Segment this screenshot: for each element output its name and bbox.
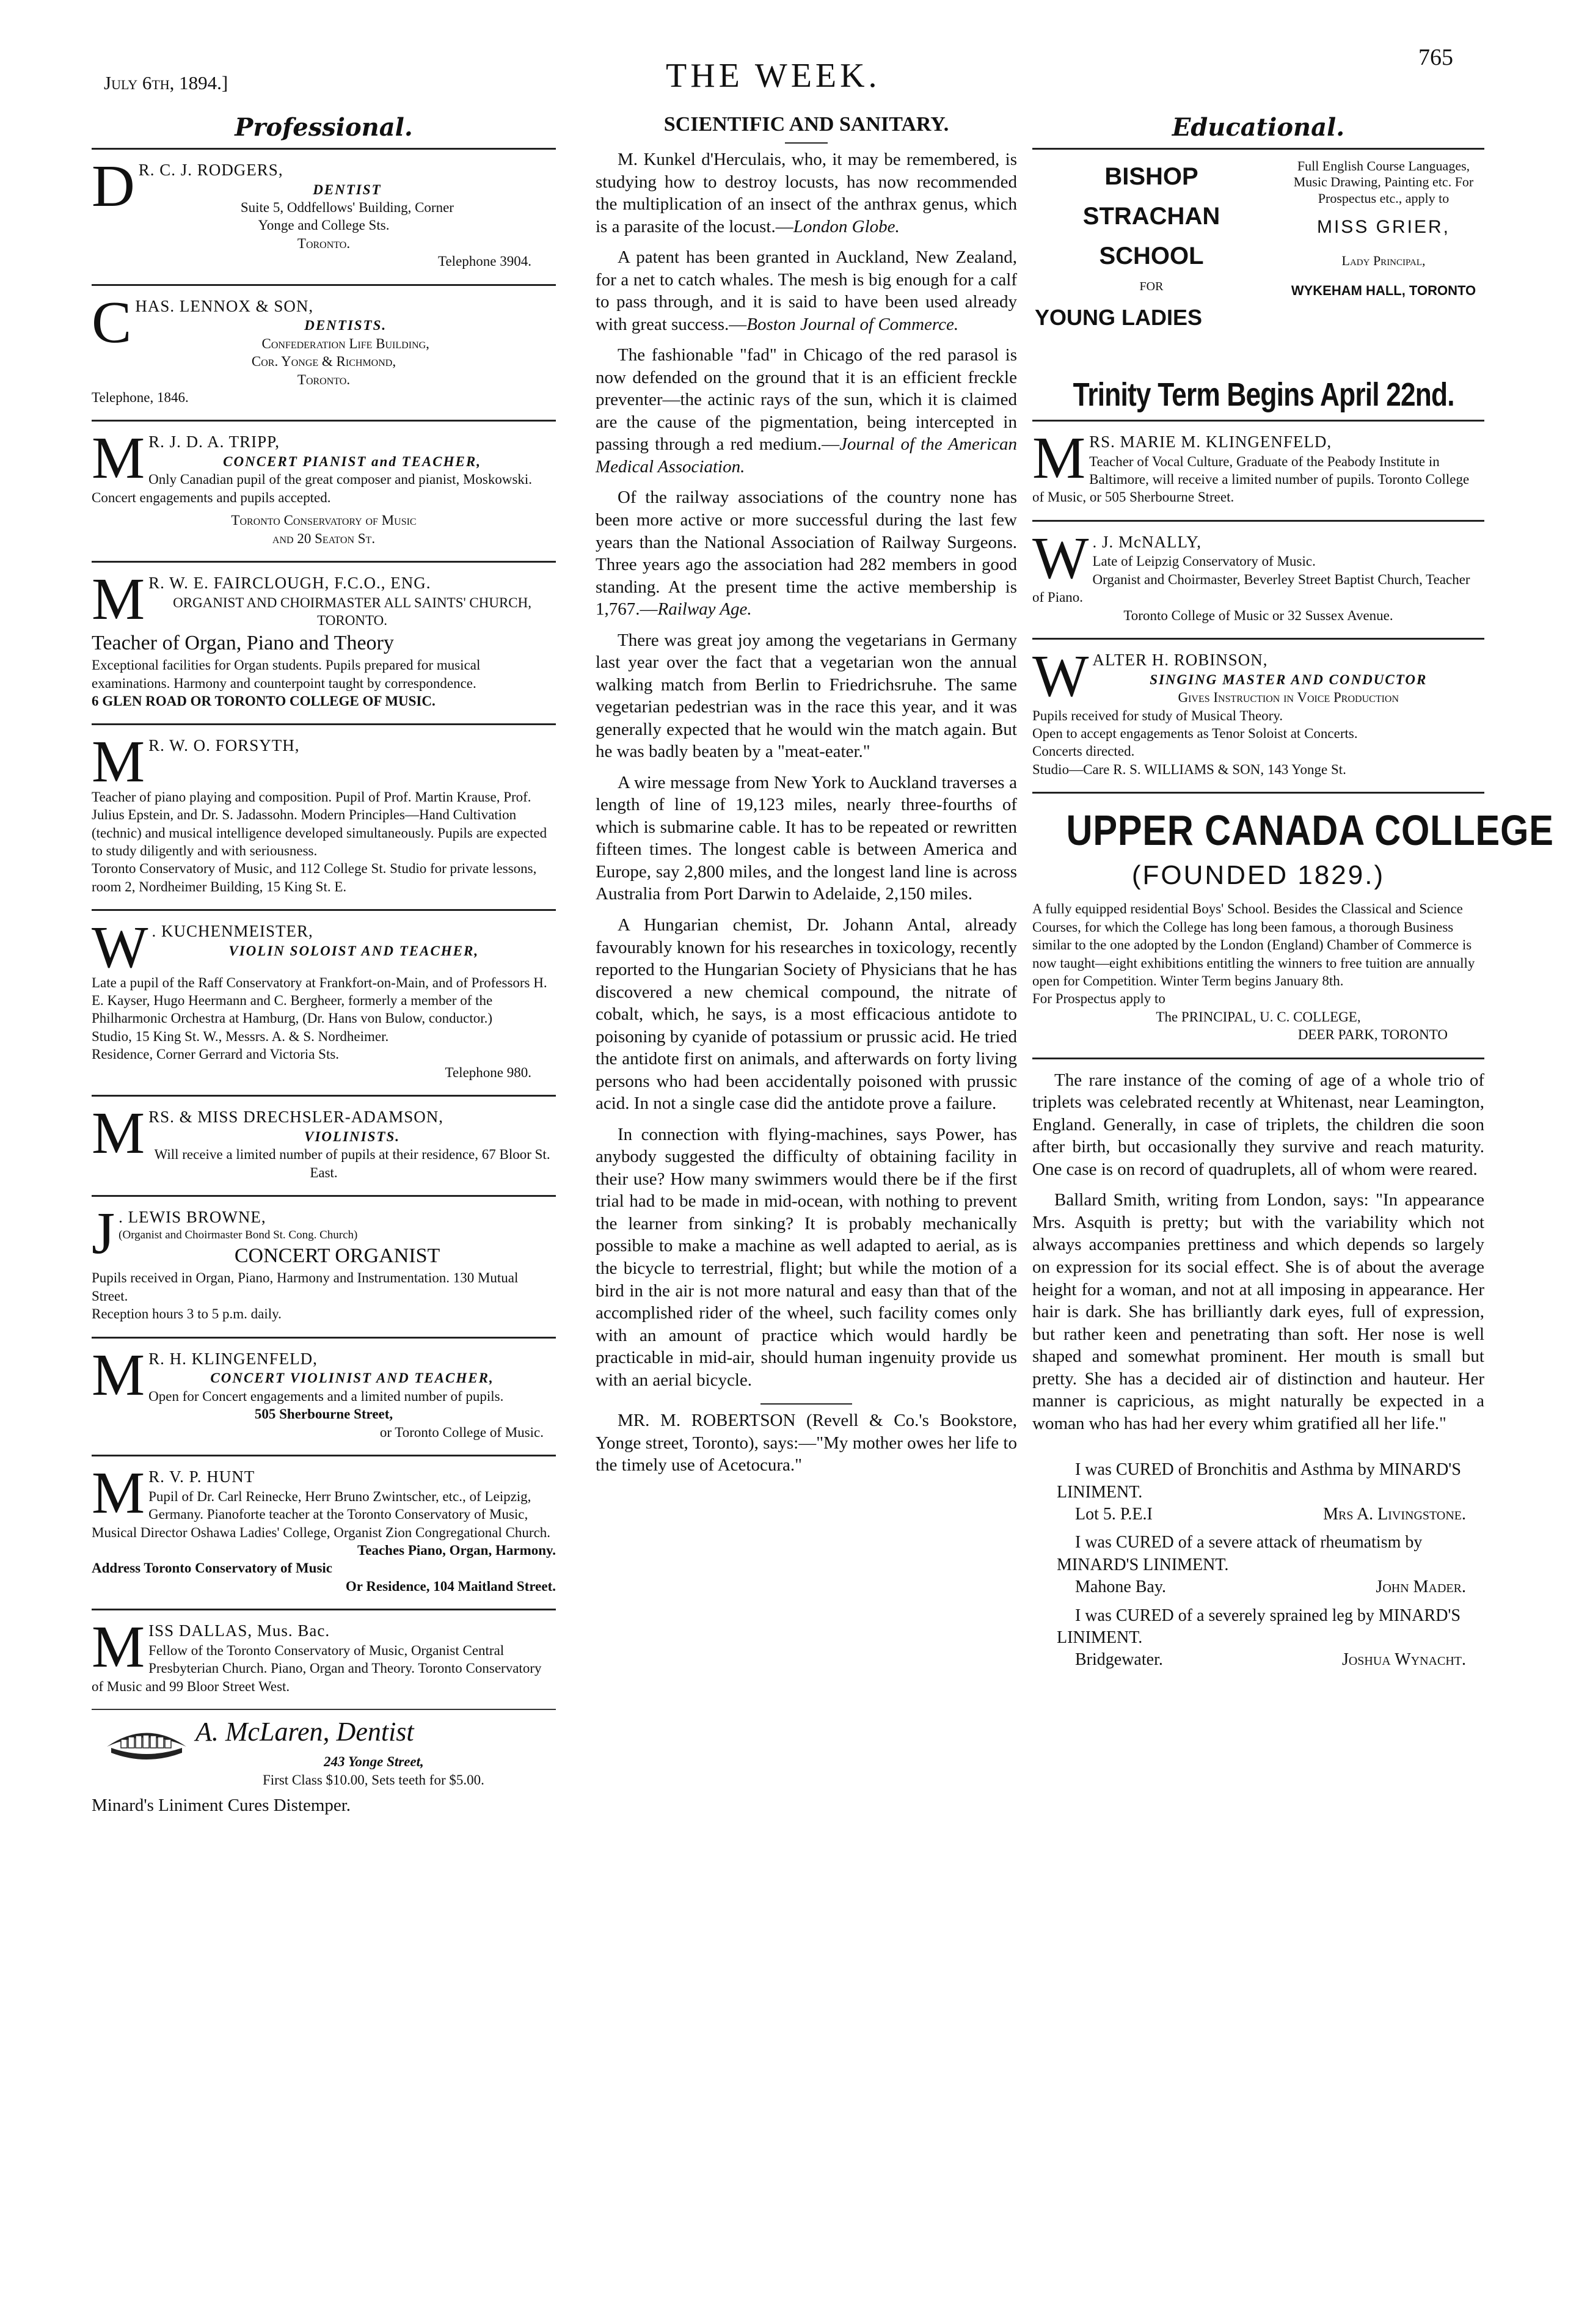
card-line: or Toronto College of Music. — [379, 1424, 544, 1440]
divider — [1032, 638, 1484, 640]
card-line: Toronto Conservatory of Music, and 112 College St. Studio for private lessons, room 2, Nordheimer Building, 15 King St. E. — [92, 861, 537, 894]
card-drechsler — [92, 1100, 556, 1189]
testimonial-signature — [1057, 1576, 1484, 1598]
card-line: Cor. Yonge & Richmond, — [251, 354, 396, 370]
article-source: Boston Journal of Commerce. — [746, 314, 959, 334]
minards-testimonial — [1057, 1532, 1484, 1598]
card-lennox — [92, 289, 556, 414]
article-text: In connection with flying-machines, says Power, has anybody suggested the difficulty of obtaining facility in their use? How many swimmers would there be if the first trial had to be made in mid-ocean, with nothing to prevent the learner from sinking? It is probably mechanically possible to make a machine as well adapted to aerial, as is the bicycle to terrestrial, flight; but while the motion of a bird in the air is not more natural and easy than that of the accomplished rider of the wheel, such facility comes only with an amount of practice which would hardly be practicable in mid-air, should human ingenuity provide us with an aerial bicycle. — [596, 1124, 1017, 1390]
testimonial-place: Bridgewater. — [1075, 1650, 1163, 1670]
article-source: London Globe. — [793, 216, 900, 236]
drop-initial: M — [92, 1460, 145, 1527]
divider — [1032, 792, 1484, 794]
card-line: Only Canadian pupil of the great composer and pianist, Moskowski. Concert engagements and pupils accepted. — [92, 472, 533, 505]
card-forsyth — [92, 731, 556, 903]
card-fairclough — [92, 566, 556, 717]
testimonial-text: I was CURED of Bronchitis and Asthma by MINARD'S LINIMENT. — [1057, 1460, 1461, 1502]
card-name: R. C. J. RODGERS, — [138, 161, 283, 179]
card-line: Pupils received for study of Musical Theory. — [1032, 707, 1283, 723]
mclaren-price: First Class $10.00, Sets teeth for $5.00. — [263, 1772, 484, 1788]
drop-initial: J — [92, 1200, 115, 1267]
card-line: Confederation Life Building, — [261, 335, 429, 351]
card-line: (Organist and Choirmaster Bond St. Cong. Church) — [119, 1228, 358, 1241]
drop-initial: M — [92, 425, 145, 492]
card-line: Teaches Piano, Organ, Harmony. — [357, 1542, 556, 1558]
card-line: Gives Instruction in Voice Production — [1178, 690, 1399, 706]
ucc-body: A fully equipped residential Boys' School. Besides the Classical and Science Courses, for which the College has long been famous, a thorough Business similar to the one adopted by the London (England) Chamber of Commerce is now taught—eight exhibitions entitling the winners to free tuition are annually open for Competition. Winter Term begins January 8th. — [1032, 901, 1475, 988]
drop-initial: D — [92, 153, 135, 219]
card-role: CONCERT VIOLINIST AND TEACHER, — [210, 1370, 494, 1386]
card-kuchenmeister — [92, 917, 556, 1089]
card-line: Teacher of Vocal Culture, Graduate of the Peabody Institute in Baltimore, will receive a limited number of pupils. Toronto College of Music, or 505 Sherbourne Street. — [1032, 453, 1470, 505]
drop-initial: M — [92, 1342, 145, 1408]
card-line: Pupil of Dr. Carl Reinecke, Herr Bruno Zwintscher, etc., of Leipzig, Germany. Pianoforte teacher at the Toronto Conservatory of Music, Musical Director Oshawa Ladies' College, Organist Zion Congregational Church. — [92, 1488, 551, 1540]
educational-heading: Educational. — [1172, 113, 1345, 142]
bishop-strachan-ad — [1032, 156, 1484, 376]
card-name: RS. & MISS DRECHSLER-ADAMSON, — [148, 1108, 443, 1127]
divider — [92, 1709, 556, 1710]
card-name: R. W. E. FAIRCLOUGH, F.C.O., ENG. — [148, 574, 431, 593]
school-contact: MISS GRIER, — [1316, 217, 1451, 238]
professional-heading: Professional. — [235, 113, 413, 142]
card-line: Residence, Corner Gerrard and Victoria Sts. — [92, 1047, 340, 1062]
school-detail: Lady Principal, — [1341, 253, 1426, 269]
school-line: YOUNG LADIES — [1035, 305, 1203, 330]
school-line: BISHOP — [1104, 163, 1198, 190]
card-robinson — [1032, 643, 1484, 786]
scientific-column — [596, 113, 1017, 1485]
trinity-term: Trinity Term Begins April 22nd. — [1073, 376, 1454, 413]
article-paragraph — [596, 1124, 1017, 1391]
card-role: DENTISTS. — [304, 318, 387, 334]
card-line: and 20 Seaton St. — [272, 530, 376, 546]
article-paragraph — [596, 629, 1017, 763]
card-name: R. W. O. FORSYTH, — [148, 736, 300, 755]
testimonial-signature — [1057, 1649, 1484, 1671]
card-name: HAS. LENNOX & SON, — [135, 296, 314, 315]
article-text: A wire message from New York to Auckland traverses a length of line of 19,123 miles, nearly three-fourths of which is submarine cable. It has to be repeated or rewritten fifteen times. The longest cable is between America and Europe, say 2,800 miles, and the longest land line is across Australia from Port Darwin to Adelaide, 2,150 miles. — [596, 772, 1017, 904]
divider — [92, 1195, 556, 1197]
card-name: ALTER H. ROBINSON, — [1092, 651, 1268, 670]
ucc-place: DEER PARK, TORONTO — [1297, 1027, 1448, 1043]
drop-initial: M — [92, 1614, 145, 1681]
divider — [92, 1337, 556, 1339]
dentures-icon — [104, 1722, 189, 1765]
mclaren-ad — [92, 1716, 556, 1796]
card-hunt — [92, 1460, 556, 1602]
article-text: A patent has been granted in Auckland, New Zealand, for a net to catch whales. The mesh is big enough for a calf to pass through, and it is said to have been used already with great success.— — [596, 247, 1017, 334]
card-name: . KUCHENMEISTER, — [151, 922, 313, 941]
card-line: Exceptional facilities for Organ students. Pupils prepared for musical examinations. Harmony and counterpoint taught by correspondence. — [92, 657, 481, 691]
ucc-title: UPPER CANADA COLLEGE — [1066, 806, 1554, 855]
card-klingenfeld — [92, 1342, 556, 1449]
article-source: Railway Age. — [657, 599, 752, 619]
card-phone: Telephone 3904. — [438, 254, 531, 269]
divider — [92, 1609, 556, 1610]
card-line: Fellow of the Toronto Conservatory of Music, Organist Central Presbyterian Church. Piano, Organ and Theory. Toronto Conservatory of Music and 99 Bloor Street West. — [92, 1642, 542, 1694]
card-line: Pupils received in Organ, Piano, Harmony and Instrumentation. 130 Mutual Street. — [92, 1270, 519, 1304]
testimonial-place: Lot 5. P.E.I — [1075, 1505, 1153, 1524]
card-line: Late a pupil of the Raff Conservatory at Frankfort-on-Main, and of Professors H. E. Kayser, Hugo Heermann and C. Bergheer, formerly a member of the Philharmonic Orchestra at Hamburg, (Dr. Hans von Bulow, conductor.) — [92, 974, 547, 1026]
article-paragraph: Ballard Smith, writing from London, says: "In appearance Mrs. Asquith is pretty; but with the variability which not always accompanies prettiness and which depends so largely on expression for its social effect. She is of about the average height for a woman, and not at all imposing in appearance. Her hair is dark. She has brilliantly dark eyes, full of expression, but rather keen and penetrating than soft. Her nose is well shaped and somewhat prominent. Her mouth is small but pretty. She has a decided air of distinction and hauteur. Her manner is capricious, as might naturally be expected in a woman who has had her every whim gratified all her life." — [1032, 1190, 1484, 1433]
minards-testimonial — [1057, 1605, 1484, 1672]
triplets-article — [1032, 1069, 1484, 1435]
drop-initial: C — [92, 289, 132, 356]
divider — [92, 909, 556, 911]
card-line: Will receive a limited number of pupils at their residence, 67 Bloor St. East. — [154, 1147, 550, 1180]
drop-initial: M — [92, 729, 145, 795]
card-role: SINGING MASTER AND CONDUCTOR — [1150, 671, 1428, 687]
card-marie-klingenfeld — [1032, 425, 1484, 514]
testimonial-text: I was CURED of a severe attack of rheumatism by MINARD'S LINIMENT. — [1057, 1533, 1423, 1574]
card-dallas — [92, 1614, 556, 1703]
card-line: Open to accept engagements as Tenor Soloist at Concerts. — [1032, 726, 1358, 742]
card-line: Teacher of piano playing and composition. Pupil of Prof. Martin Krause, Prof. Julius Epstein, and Dr. S. Jadassohn. Modern Principles—Hand Cultivation (technic) and musical intelligence developed simultaneously. Pupils are expected to study diligently and with seriousness. — [92, 789, 547, 859]
minards-testimonial — [1057, 1459, 1484, 1526]
divider — [92, 148, 556, 150]
card-line: Address Toronto Conservatory of Music — [92, 1560, 332, 1576]
divider — [760, 1403, 852, 1405]
divider — [785, 142, 828, 144]
card-line: Yonge and College Sts. — [258, 217, 390, 233]
testimonial-person: Joshua Wynacht. — [1341, 1650, 1466, 1670]
robertson-testimonial — [596, 1409, 1017, 1477]
testimonial-person: Mrs A. Livingstone. — [1323, 1505, 1466, 1524]
card-line: Studio, 15 King St. W., Messrs. A. & S. Nordheimer. — [92, 1028, 389, 1044]
article-paragraph — [596, 344, 1017, 478]
issue-date: July 6th, 1894.] — [104, 72, 228, 93]
bishop-strachan-details — [1283, 156, 1484, 299]
publication-title: THE WEEK. — [666, 57, 881, 95]
divider — [92, 561, 556, 563]
card-line: Concerts directed. — [1032, 744, 1135, 759]
card-browne — [92, 1200, 556, 1331]
article-text: There was great joy among the vegetarians in Germany last year over the fact that a vegetarian won the annual walking match from Berlin to Friedrichsruhe. The same vegetarian pedestrian was in the race this year, and it was generally expected that he would win the match again. But he was badly beaten by a "meat-eater." — [596, 630, 1017, 762]
ucc-prospectus: For Prospectus apply to — [1032, 991, 1165, 1007]
testimonial-text: MR. M. ROBERTSON (Revell & Co.'s Bookstore, Yonge street, Toronto), says:—"My mother owes her life to the timely use of Acetocura." — [596, 1411, 1017, 1475]
divider — [92, 284, 556, 286]
card-name: R. J. D. A. TRIPP, — [148, 433, 280, 451]
card-tripp — [92, 425, 556, 555]
drop-initial: W — [92, 915, 148, 981]
card-role: CONCERT PIANIST and TEACHER, — [223, 454, 481, 470]
card-line: Late of Leipzig Conservatory of Music. — [1092, 554, 1316, 569]
card-rodgers — [92, 153, 556, 278]
school-line: STRACHAN — [1082, 203, 1220, 230]
article-paragraph — [596, 486, 1017, 620]
card-line: Open for Concert engagements and a limited number of pupils. — [148, 1388, 504, 1404]
minards-testimonials — [1032, 1459, 1484, 1672]
mclaren-name: A. McLaren, Dentist — [195, 1717, 414, 1747]
card-name: R. V. P. HUNT — [148, 1467, 255, 1486]
article-paragraph — [596, 246, 1017, 335]
card-line: Suite 5, Oddfellows' Building, Corner — [240, 199, 454, 215]
divider — [1032, 420, 1484, 422]
card-line: Organist and Choirmaster, Beverley Street Baptist Church, Teacher of Piano. — [1032, 571, 1470, 605]
article-paragraph — [596, 772, 1017, 905]
article-paragraph — [596, 148, 1017, 238]
article-source: Journal of the American Medical Association. — [596, 434, 1017, 477]
professional-column — [92, 113, 556, 1816]
card-line: Studio—Care R. S. WILLIAMS & SON, 143 Yonge St. — [1032, 761, 1346, 777]
ucc-principal: The PRINCIPAL, U. C. COLLEGE, — [1156, 1009, 1361, 1025]
card-name: R. H. KLINGENFELD, — [148, 1349, 318, 1368]
article-text: M. Kunkel d'Herculais, who, it may be remembered, is studying how to destroy locusts, has now recommended the multiplication of an insect of the anthrax genus, which is a parasite of the locust.— — [596, 150, 1017, 236]
bishop-strachan-name — [1035, 156, 1258, 331]
divider — [92, 1455, 556, 1456]
card-role: VIOLINISTS. — [304, 1128, 400, 1144]
ucc-founded: (FOUNDED 1829.) — [1131, 860, 1385, 890]
divider — [92, 1095, 556, 1097]
testimonial-place: Mahone Bay. — [1075, 1577, 1167, 1597]
card-phone: Telephone, 1846. — [92, 390, 189, 406]
school-detail: WYKEHAM HALL, TORONTO — [1291, 282, 1476, 298]
card-city: Toronto. — [297, 371, 351, 387]
mclaren-address: 243 Yonge Street, — [324, 1754, 424, 1770]
scientific-articles — [596, 148, 1017, 1391]
school-line: SCHOOL — [1099, 243, 1204, 269]
card-role: ORGANIST AND CHOIRMASTER ALL SAINTS' CHURCH, TORONTO. — [173, 594, 531, 629]
minards-footer: Minard's Liniment Cures Distemper. — [92, 1796, 351, 1816]
divider — [92, 420, 556, 422]
article-text: Of the railway associations of the country none has been more active or more successful during the last few years than the National Association of Railway Surgeons. Three years ago the association had 282 members in good standing. At the present time the active membership is 1,767.— — [596, 488, 1017, 619]
card-line: 6 GLEN ROAD OR TORONTO COLLEGE OF MUSIC. — [92, 693, 436, 709]
school-line: FOR — [1139, 280, 1164, 293]
drop-initial: M — [1032, 425, 1086, 491]
card-headline: Teacher of Organ, Piano and Theory — [92, 631, 394, 654]
card-name: ISS DALLAS, Mus. Bac. — [148, 1621, 330, 1640]
drop-initial: W — [1032, 525, 1089, 591]
page-number: 765 — [1418, 45, 1453, 70]
testimonial-signature — [1057, 1504, 1484, 1526]
drop-initial: M — [92, 1100, 145, 1167]
divider — [1032, 520, 1484, 522]
educational-column — [1032, 113, 1554, 1672]
article-text: A Hungarian chemist, Dr. Johann Antal, already favourably known for his researches in toxicology, recently reported to the Hungarian Society of Physicians that he has discovered a new chemical compound, the nitrate of cobalt, which, he says, is a most efficacious antidote to poisoning by cyanide of potassium or prussic acid. He tried the antidote first on animals, and afterwards on forty living persons who had been accidentally poisoned with prussic acid. In not a single case did the antidote prove a failure. — [596, 915, 1017, 1114]
card-role: VIOLIN SOLOIST AND TEACHER, — [228, 943, 480, 959]
article-text: The fashionable "fad" in Chicago of the red parasol is now defended on the ground that it is an efficient freckle preventer—the actinic rays of the sun, which it is claimed are the cause of the pigmentation, being intercepted in passing through a red medium.— — [596, 345, 1017, 455]
card-city: Toronto. — [297, 235, 351, 251]
card-phone: Telephone 980. — [445, 1064, 531, 1080]
drop-initial: M — [92, 566, 145, 633]
scientific-heading: SCIENTIFIC AND SANITARY. — [663, 113, 949, 136]
card-line: 505 Sherbourne Street, — [254, 1406, 393, 1422]
drop-initial: W — [1032, 643, 1089, 710]
card-line: Toronto Conservatory of Music — [231, 513, 417, 528]
divider — [92, 723, 556, 725]
card-line: Or Residence, 104 Maitland Street. — [345, 1578, 556, 1594]
card-name: . J. McNALLY, — [1092, 532, 1202, 551]
card-mcnally — [1032, 525, 1484, 632]
card-line: Toronto College of Music or 32 Sussex Avenue. — [1123, 607, 1393, 623]
testimonial-text: I was CURED of a severely sprained leg by MINARD'S LINIMENT. — [1057, 1606, 1461, 1647]
article-paragraph — [596, 914, 1017, 1115]
card-role: DENTIST — [313, 181, 382, 197]
upper-canada-college-ad — [1032, 800, 1554, 1051]
article-paragraph: The rare instance of the coming of age of a whole trio of triplets was celebrated recently at Whitenast, near Leamington, England. Generally, in case of triplets, the children die soon after birth, but occasionally they survive and reach maturity. One case is on record of quadruplets, all of whom were reared. — [1032, 1070, 1484, 1179]
testimonial-person: John Mader. — [1376, 1577, 1466, 1597]
school-detail: Full English Course Languages, Music Drawing, Painting etc. For Prospectus etc., apply to — [1293, 158, 1474, 206]
card-name: RS. MARIE M. KLINGENFELD, — [1089, 433, 1332, 451]
card-name: . LEWIS BROWNE, — [119, 1208, 266, 1227]
divider — [1032, 1058, 1484, 1059]
divider — [1032, 148, 1484, 150]
card-line: Reception hours 3 to 5 p.m. daily. — [92, 1306, 282, 1322]
card-headline: CONCERT ORGANIST — [234, 1244, 440, 1267]
